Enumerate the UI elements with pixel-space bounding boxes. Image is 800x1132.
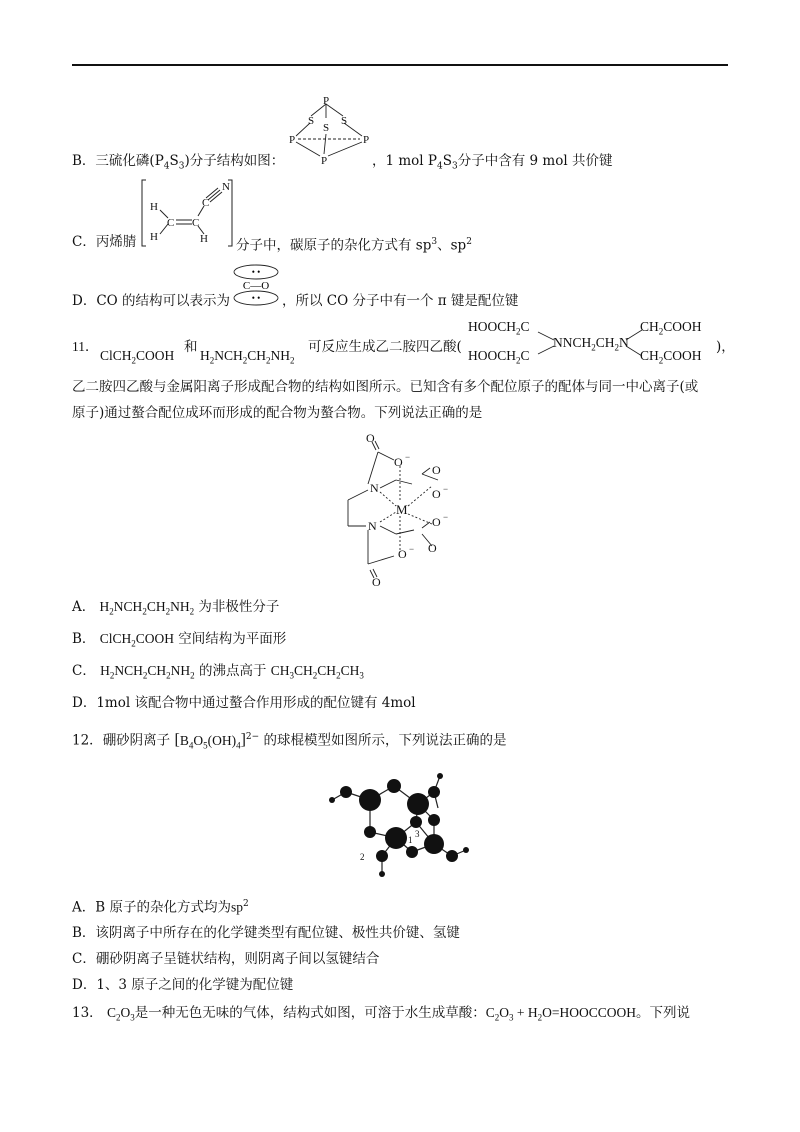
atom-p: P <box>320 155 328 167</box>
svg-text:H: H <box>200 233 208 245</box>
svg-text:• •: • • <box>251 267 261 277</box>
svg-text:N: N <box>370 481 379 495</box>
q11-text-mid: 可反应生成乙二胺四乙酸( <box>308 339 462 355</box>
q12-option-c: C．硼砂阴离子呈链状结构，则阴离子间以氢键结合 <box>72 951 380 967</box>
svg-text:• •: • • <box>251 293 261 303</box>
edta-bottom-left: $HOOCH_2C$ <box>468 348 530 366</box>
svg-text:O: O <box>432 515 441 529</box>
edta-metal-complex <box>336 430 466 590</box>
svg-text:O: O <box>428 541 437 555</box>
atom-s: S <box>340 115 348 127</box>
svg-text:O: O <box>394 455 403 469</box>
q10-option-d-tail: ，所以 CO 分子中有一个 π 键是配位键 <box>282 293 519 309</box>
svg-text:C: C <box>192 217 200 229</box>
svg-text:−: − <box>443 484 449 494</box>
svg-text:H: H <box>150 201 158 213</box>
q10-option-b: B．三硫化磷$(P_4S_3)$分子结构如图： <box>72 153 285 172</box>
edta-bonds <box>534 318 654 368</box>
q11-reactant-1: ClCH$_2$COOH <box>100 348 175 366</box>
q11-number: 11． <box>72 339 99 354</box>
svg-text:C: C <box>202 197 210 209</box>
svg-text:3: 3 <box>415 829 420 839</box>
atom-s: S <box>307 115 315 127</box>
q11-reactant-2: $H_2NCH_2CH_2NH_2$ <box>200 348 295 366</box>
q12-option-a: A．B 原子的杂化方式均为$sp^2$ <box>72 899 249 916</box>
edta-top-left: $HOOCH_2C$ <box>468 319 530 337</box>
q10-option-d: D．CO 的结构可以表示为 <box>72 293 231 309</box>
q10-option-c-text: 分子中，碳原子的杂化方式有 $sp^3$、$sp^2$ <box>236 237 472 254</box>
svg-text:C: C <box>167 217 175 229</box>
atom-p: P <box>322 95 330 107</box>
q12-stem: 12．硼砂阴离子 $[B_4O_5(OH)_4]^{2-}$ 的球棍模型如图所示，下列说法正确的是 <box>72 731 507 751</box>
svg-text:N: N <box>368 519 377 533</box>
q11-option-b: B． ClCH$_2$COOH 空间结构为平面形 <box>72 631 287 649</box>
q11-line-3: 原子)通过螯合配位成环而形成的配合物为螯合物。下列说法正确的是 <box>72 405 483 421</box>
p4s3-structure <box>282 94 372 168</box>
q11-option-c: C． $H_2NCH_2CH_2NH_2$ 的沸点高于 $CH_3CH_2CH_2CH_3$ <box>72 663 364 681</box>
q11-and: 和 <box>184 339 198 355</box>
svg-text:O: O <box>432 463 441 477</box>
svg-text:−: − <box>409 544 415 554</box>
svg-text:O: O <box>366 431 375 445</box>
svg-text:−: − <box>405 452 411 462</box>
q10-option-b-tail: ，1 mol $P_4S_3$分子中含有 9 mol 共价键 <box>372 153 613 172</box>
atom-p: P <box>288 134 296 146</box>
atom-s: S <box>322 122 330 134</box>
svg-text:−: − <box>443 512 449 522</box>
atom-p: P <box>362 134 370 146</box>
svg-text:O: O <box>372 575 381 589</box>
q11-option-a: A． $H_2NCH_2CH_2NH_2$ 为非极性分子 <box>72 599 280 617</box>
acrylonitrile-structure <box>140 178 236 250</box>
edta-top-right: $CH_2COOH$ <box>640 319 702 337</box>
q10-option-c-label: C．丙烯腈 <box>72 234 137 250</box>
svg-text:2: 2 <box>360 852 365 862</box>
svg-text:M: M <box>396 502 408 517</box>
svg-text:N: N <box>222 181 230 193</box>
q12-option-b: B．该阴离子中所存在的化学键类型有配位键、极性共价键、氢键 <box>72 925 460 941</box>
q11-line-2: 乙二胺四乙酸与金属阳离子形成配合物的结构如图所示。已知含有多个配位原子的配体与同一中心离子(或 <box>72 379 699 395</box>
edta-bottom-right: $CH_2COOH$ <box>640 348 702 366</box>
svg-text:1: 1 <box>408 835 413 845</box>
q11-close: )， <box>716 339 735 355</box>
q13-stem: 13． $C_2O_3$是一种无色无味的气体，结构式如图，可溶于水生成草酸：$C_2O_3$ + $H_2O=HOOCCOOH$。下列说 <box>72 1005 691 1023</box>
svg-text:O: O <box>432 487 441 501</box>
borax-ball-stick-model <box>320 770 480 882</box>
svg-text:H: H <box>150 231 158 243</box>
co-structure <box>230 262 282 308</box>
q12-option-d: D．1、3 原子之间的化学键为配位键 <box>72 977 294 993</box>
header-rule <box>72 64 728 66</box>
svg-text:C—O: C—O <box>242 280 270 292</box>
svg-text:O: O <box>398 547 407 561</box>
q11-option-d: D．1mol 该配合物中通过螯合作用形成的配位键有 4mol <box>72 695 416 711</box>
edta-center: $NNCH_2CH_2N$ <box>553 335 629 353</box>
